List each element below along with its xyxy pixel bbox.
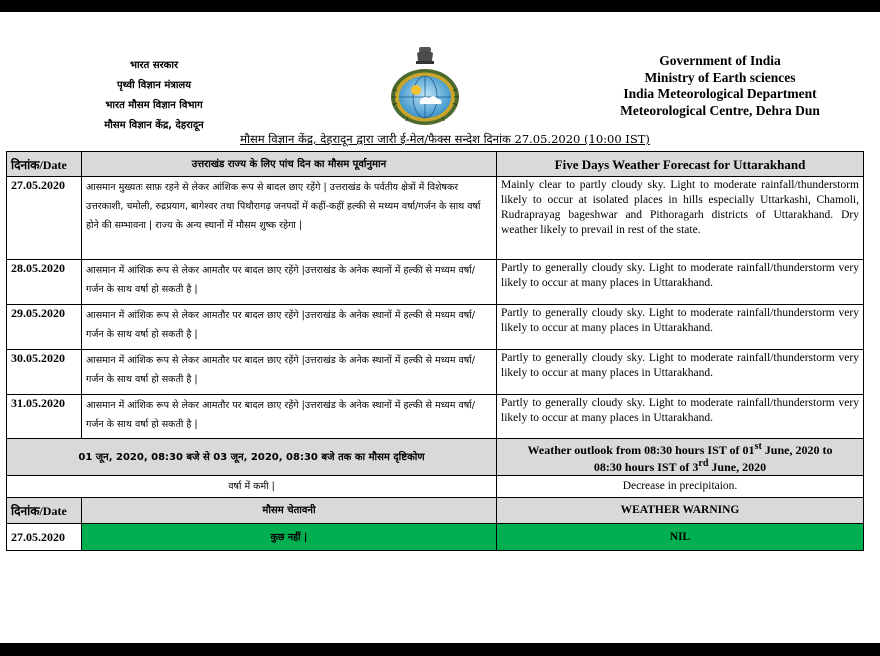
- warning-english-text: NIL: [497, 524, 864, 551]
- english-header-line: Meteorological Centre, Dehra Dun: [620, 102, 820, 118]
- outlook-title-part: June, 2020 to: [764, 443, 833, 457]
- warning-header-row: [7, 498, 864, 524]
- outlook-row: [7, 476, 864, 498]
- english-column-header: Five Days Weather Forecast for Uttarakhand: [497, 152, 864, 177]
- forecast-date: 27.05.2020: [7, 177, 82, 260]
- warning-row: [7, 524, 864, 551]
- hindi-forecast: आसमान में आंशिक रूप से लेकर आमतौर पर बादल छाए रहेंगे |उत्तराखंड के अनेक स्थानों में हल्की से मध्यम वर्षा/गर्जन के साथ वर्षा हो सकती है |: [82, 350, 497, 395]
- english-forecast: Mainly clear to partly cloudy sky. Light to moderate rainfall/thunderstorm likely to occur at isolated places in hills especially Uttarkashi, Chamoli, Rudraprayag bageshwar and Pithoragarh districts of Uttarakhand. Dry weather likely to prevail in rest of the state.: [497, 177, 864, 260]
- english-forecast: Partly to generally cloudy sky. Light to moderate rainfall/thunderstorm very likely to occur at many places in Uttarakhand.: [497, 395, 864, 439]
- outlook-title-sup: st: [754, 441, 762, 452]
- outlook-title-part: Weather outlook from 08:30 hours IST of: [527, 443, 740, 457]
- english-forecast: Partly to generally cloudy sky. Light to moderate rainfall/thunderstorm very likely to occur at many places in Uttarakhand.: [497, 305, 864, 350]
- table-row: [7, 177, 864, 260]
- outlook-header-row: [7, 439, 864, 476]
- hindi-forecast: आसमान में आंशिक रूप से लेकर आमतौर पर बादल छाए रहेंगे |उत्तराखंड के अनेक स्थानों में हल्की से मध्यम वर्षा/गर्जन के साथ वर्षा हो सकती है |: [82, 395, 497, 439]
- top-black-bar: [0, 0, 880, 12]
- outlook-english-text: Decrease in precipitaion.: [497, 476, 864, 498]
- table-header-row: [7, 152, 864, 177]
- hindi-header-line: भारत मौसम विज्ञान विभाग: [105, 100, 203, 111]
- hindi-header-block: [84, 56, 224, 136]
- outlook-title-sup: rd: [698, 458, 709, 469]
- hindi-forecast: आसमान में आंशिक रूप से लेकर आमतौर पर बादल छाए रहेंगे |उत्तराखंड के अनेक स्थानों में हल्की से मध्यम वर्षा/गर्जन के साथ वर्षा हो सकती है |: [82, 305, 497, 350]
- english-header-line: Government of India: [659, 53, 781, 68]
- table-row: [7, 305, 864, 350]
- table-row: [7, 395, 864, 439]
- outlook-title-part: 3: [692, 460, 699, 474]
- hindi-header-line: मौसम विज्ञान केंद्र, देहरादून: [104, 120, 204, 131]
- warning-date-header: दिनांक/Date: [7, 498, 82, 524]
- forecast-table: [6, 151, 864, 551]
- warning-date: 27.05.2020: [7, 524, 82, 551]
- hindi-forecast: आसमान में आंशिक रूप से लेकर आमतौर पर बादल छाए रहेंगे |उत्तराखंड के अनेक स्थानों में हल्की से मध्यम वर्षा/गर्जन के साथ वर्षा हो सकती है |: [82, 260, 497, 305]
- outlook-english-title: [497, 439, 864, 476]
- outlook-title-part: 08:30 hours IST of: [593, 460, 690, 474]
- outlook-hindi-text: वर्षा में कमी |: [7, 476, 497, 498]
- english-header-block: [595, 53, 845, 119]
- issue-subtitle: मौसम विज्ञान केंद्र, देहरादून द्वारा जारी ई-मेल/फैक्स सन्देश दिनांक 27.05.2020 (10:00 IST): [240, 132, 650, 146]
- imd-emblem-icon: [386, 45, 464, 127]
- hindi-header-line: भारत सरकार: [129, 60, 179, 71]
- english-forecast: Partly to generally cloudy sky. Light to moderate rainfall/thunderstorm very likely to occur at many places in Uttarakhand.: [497, 350, 864, 395]
- table-row: [7, 260, 864, 305]
- outlook-hindi-title: 01 जून, 2020, 08:30 बजे से 03 जून, 2020, 08:30 बजे तक का मौसम दृष्टिकोण: [7, 439, 497, 476]
- outlook-title-part: 01: [742, 443, 755, 457]
- hindi-forecast: आसमान मुख्यतः साफ़ रहने से लेकर आंशिक रूप से बादल छाए रहेंगे | उत्तराखंड के पर्वतीय क्षेत्रों में विशेषकर उत्तरकाशी, चमोली, रुद्रप्रयाग, बागेश्वर तथा पिथौरागढ़ जनपदों में कहीं-कहीं हल्की से मध्यम वर्षा/गर्जन के साथ वर्षा होने की सम्भावना | राज्य के अन्य स्थानों में मौसम शुष्क रहेगा |: [82, 177, 497, 260]
- forecast-date: 31.05.2020: [7, 395, 82, 439]
- english-header-line: India Meteorological Department: [623, 86, 817, 101]
- hindi-header-line: पृथ्वी विज्ञान मंत्रालय: [116, 80, 192, 91]
- forecast-date: 30.05.2020: [7, 350, 82, 395]
- bottom-black-bar: [0, 643, 880, 656]
- warning-hindi-text: कुछ नहीं |: [82, 524, 497, 551]
- date-column-header: दिनांक/Date: [7, 152, 82, 177]
- outlook-title-part: June, 2020: [711, 460, 767, 474]
- warning-hindi-title: मौसम चेतावनी: [82, 498, 497, 524]
- warning-english-title: WEATHER WARNING: [497, 498, 864, 524]
- english-forecast: Partly to generally cloudy sky. Light to moderate rainfall/thunderstorm very likely to occur at many places in Uttarakhand.: [497, 260, 864, 305]
- table-row: [7, 350, 864, 395]
- forecast-date: 28.05.2020: [7, 260, 82, 305]
- forecast-date: 29.05.2020: [7, 305, 82, 350]
- hindi-column-header: उत्तराखंड राज्य के लिए पांच दिन का मौसम पूर्वानुमान: [82, 152, 497, 177]
- english-header-line: Ministry of Earth sciences: [644, 69, 796, 85]
